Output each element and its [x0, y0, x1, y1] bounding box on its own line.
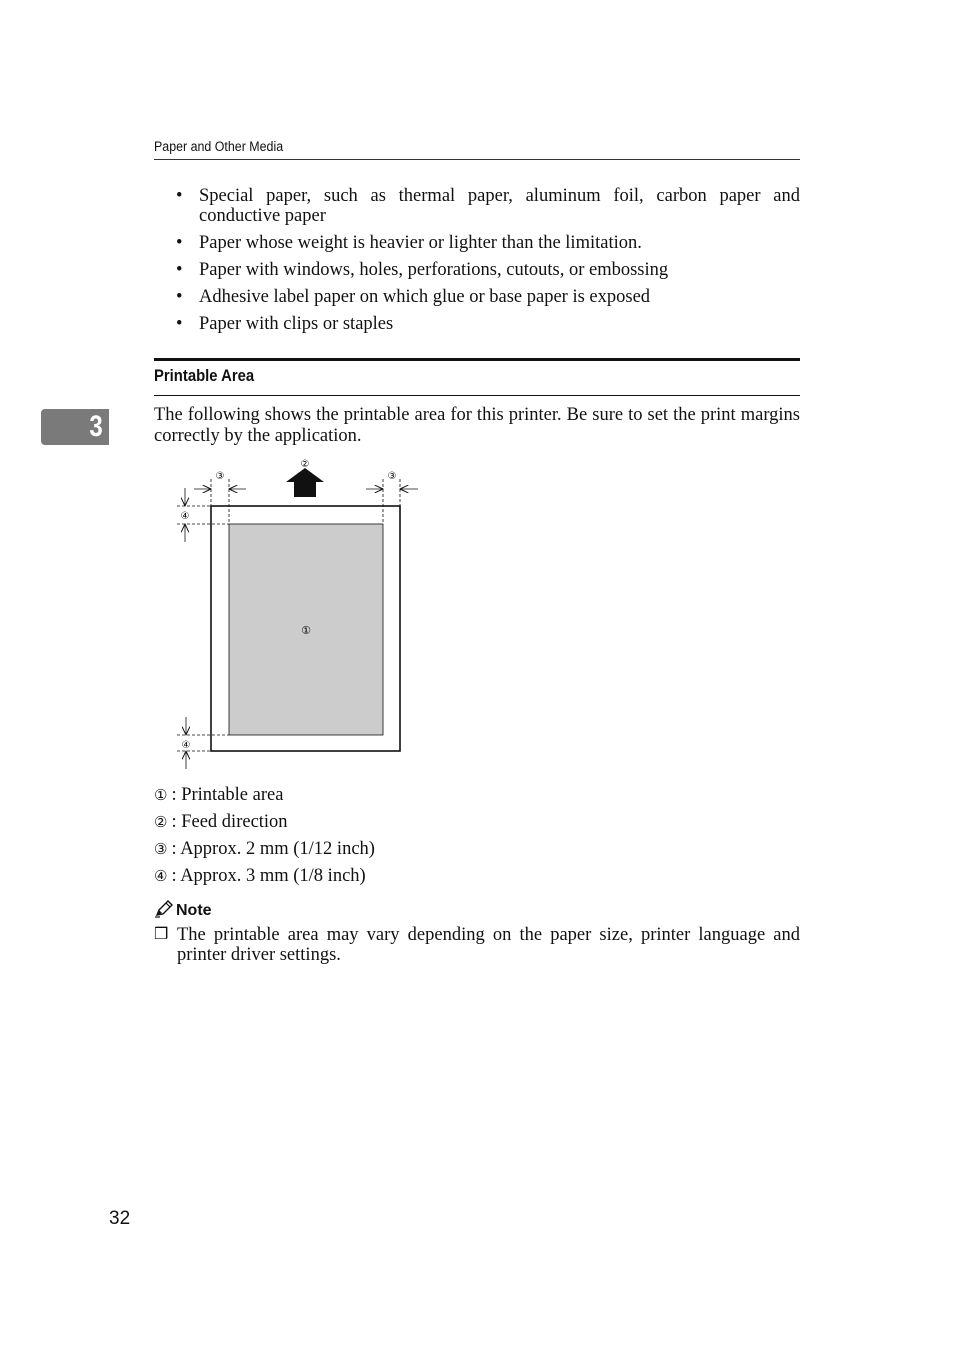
legend-marker: ②: [154, 815, 168, 831]
list-item-text: Paper with clips or staples: [199, 314, 394, 334]
list-item-text: Paper whose weight is heavier or lighter than the limitation.: [199, 233, 642, 253]
checkbox-icon: ❒: [154, 926, 169, 943]
note-heading: [154, 900, 212, 920]
legend-text: : Feed direction: [171, 812, 288, 832]
list-item: [176, 186, 800, 226]
note-body: The printable area may vary depending on the paper size, printer language and printer driver settings.: [177, 925, 800, 965]
running-header: Paper and Other Media: [154, 139, 284, 154]
marker-side-left: ③: [215, 471, 225, 482]
list-item: [176, 260, 800, 280]
bullet-dot: •: [176, 287, 183, 307]
marker-feed: ②: [300, 459, 310, 470]
legend-item: [154, 837, 375, 864]
section-bottom-rule: [154, 395, 800, 396]
bullet-list: [176, 186, 800, 341]
feed-arrow-icon: [286, 468, 324, 497]
list-item: [176, 287, 800, 307]
legend-marker: ④: [154, 869, 168, 885]
chapter-tab: [41, 409, 109, 445]
legend-text: : Printable area: [171, 785, 284, 805]
list-item-text: Paper with windows, holes, perforations, cutouts, or embossing: [199, 260, 669, 280]
bullet-dot: •: [176, 186, 183, 206]
legend-text: : Approx. 3 mm (1/8 inch): [171, 866, 366, 886]
legend-item: [154, 783, 375, 810]
legend-marker: ③: [154, 842, 168, 858]
intro-paragraph: The following shows the printable area for this printer. Be sure to set the print margins correctly by the application.: [154, 405, 800, 446]
legend-item: [154, 864, 375, 891]
diagram-legend: [154, 783, 375, 891]
list-item-text: Special paper, such as thermal paper, aluminum foil, carbon paper and conductive paper: [199, 186, 800, 226]
legend-marker: ①: [154, 788, 168, 804]
marker-bottom: ④: [181, 740, 191, 751]
legend-text: : Approx. 2 mm (1/12 inch): [171, 839, 375, 859]
marker-top: ④: [180, 511, 190, 522]
section-top-rule: [154, 358, 800, 361]
bullet-dot: •: [176, 260, 183, 280]
marker-side-right: ③: [387, 471, 397, 482]
printable-area-diagram: [170, 455, 430, 775]
header-rule: [154, 159, 800, 160]
note-title: Note: [176, 902, 212, 919]
list-item: [176, 233, 800, 253]
legend-item: [154, 810, 375, 837]
page-number: 32: [109, 1208, 131, 1229]
list-item-text: Adhesive label paper on which glue or base paper is exposed: [199, 287, 651, 307]
bullet-dot: •: [176, 314, 183, 334]
list-item: [176, 314, 800, 334]
chapter-number: 3: [89, 410, 103, 443]
marker-printable-area: ①: [301, 624, 311, 637]
note-item: [154, 925, 800, 965]
section-title: Printable Area: [154, 367, 255, 385]
pencil-icon: [154, 900, 174, 918]
bullet-dot: •: [176, 233, 183, 253]
